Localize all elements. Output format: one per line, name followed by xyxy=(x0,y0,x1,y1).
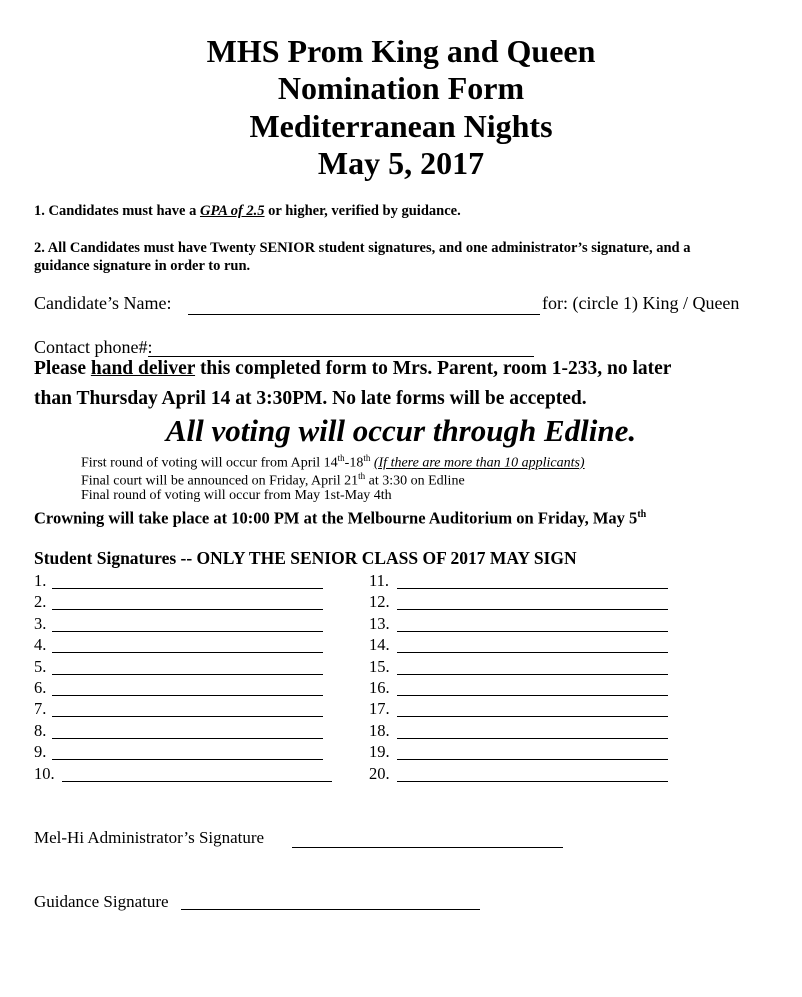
signature-number: 6. xyxy=(34,678,47,697)
hand-deliver-text: hand deliver xyxy=(90,358,196,379)
signature-number: 2. xyxy=(34,592,47,612)
contact-phone-field[interactable] xyxy=(148,339,534,357)
signature-line[interactable] xyxy=(397,738,668,739)
signature-row-right xyxy=(369,742,729,762)
candidate-name-label: Candidate’s Name: xyxy=(34,293,172,313)
guidance-signature-label: Guidance Signature xyxy=(34,892,169,911)
signature-line[interactable] xyxy=(397,631,668,632)
rule-1 xyxy=(34,202,461,220)
signature-line[interactable] xyxy=(397,781,668,782)
signature-line[interactable] xyxy=(397,716,668,717)
signature-line[interactable] xyxy=(52,652,323,653)
signature-line[interactable] xyxy=(52,716,323,717)
signature-number: 10. xyxy=(34,763,55,783)
signature-number: 7. xyxy=(34,699,47,719)
final-round-info: Final round of voting will occur from May 1st-May 4th xyxy=(81,488,392,503)
signature-number: 11. xyxy=(369,571,390,590)
signature-row-right xyxy=(369,678,729,698)
signature-row-right xyxy=(369,721,729,741)
delivery-please: Please xyxy=(34,358,91,379)
voting-headline: All voting will occur through Edline. xyxy=(165,413,637,448)
form-title-line-1: MHS Prom King and Queen xyxy=(206,33,596,69)
signature-line[interactable] xyxy=(397,588,668,589)
delivery-instructions-line-2: than Thursday April 14 at 3:30PM. No late forms will be accepted. xyxy=(34,388,587,409)
admin-signature-label: Mel-Hi Administrator’s Signature xyxy=(34,828,265,847)
guidance-signature-line[interactable] xyxy=(181,893,480,910)
signature-line[interactable] xyxy=(52,588,323,589)
signature-row-left xyxy=(34,614,394,634)
signature-row-right xyxy=(369,635,729,655)
crowning-info xyxy=(34,505,646,529)
delivery-instructions-line-1 xyxy=(34,358,671,380)
signature-line[interactable] xyxy=(397,652,668,653)
rule-2-line-2: guidance signature in order to run. xyxy=(34,258,251,274)
signature-row-right xyxy=(369,657,729,677)
signature-number: 8. xyxy=(34,720,47,740)
rule-1-prefix: 1. Candidates must have a xyxy=(34,203,200,219)
signature-row-left xyxy=(34,657,394,677)
crowning-sup: th xyxy=(637,509,647,520)
signature-number: 14. xyxy=(369,635,390,655)
final-court-text: Final court will be announced on Friday, April 21 xyxy=(81,473,359,489)
signature-row-left xyxy=(34,635,394,655)
signature-row-right xyxy=(369,764,729,784)
form-title-line-2: Nomination Form xyxy=(277,70,525,106)
rule-1-suffix: or higher, verified by guidance. xyxy=(264,203,461,219)
signature-number: 5. xyxy=(34,656,47,676)
signature-number: 9. xyxy=(34,742,47,762)
crowning-text: Crowning will take place at 10:00 PM at the Melbourne Auditorium on Friday, May 5 xyxy=(34,508,638,528)
signature-line[interactable] xyxy=(52,609,323,610)
candidate-name-field[interactable] xyxy=(188,296,540,315)
signature-number: 18. xyxy=(369,720,390,740)
student-signatures-heading: Student Signatures -- ONLY THE SENIOR CLASS OF 2017 MAY SIGN xyxy=(34,548,577,568)
signature-row-left xyxy=(34,571,394,591)
signature-number: 16. xyxy=(369,678,390,697)
final-court-text-b: at 3:30 on Edline xyxy=(365,473,465,489)
first-round-sup-2: th xyxy=(363,453,371,463)
first-round-text-b: -18 xyxy=(344,455,364,471)
signature-number: 19. xyxy=(369,742,390,762)
signature-row-left xyxy=(34,764,394,784)
signature-line[interactable] xyxy=(397,759,668,760)
signature-row-left xyxy=(34,678,394,698)
signature-row-right xyxy=(369,699,729,719)
signature-line[interactable] xyxy=(52,674,323,675)
king-queen-choice[interactable]: for: (circle 1) King / Queen xyxy=(542,293,740,313)
theme-title: Mediterranean Nights xyxy=(249,108,553,144)
signature-number: 3. xyxy=(34,613,47,633)
signature-line[interactable] xyxy=(52,695,323,696)
admin-signature-line[interactable] xyxy=(292,831,563,848)
contact-phone-label: Contact phone#: xyxy=(34,337,153,357)
final-court-sup: th xyxy=(358,471,366,481)
signature-number: 4. xyxy=(34,635,47,655)
signature-row-left xyxy=(34,721,394,741)
signature-line[interactable] xyxy=(397,674,668,675)
signature-row-left xyxy=(34,592,394,612)
signature-row-left xyxy=(34,742,394,762)
signature-number: 12. xyxy=(369,592,390,612)
signature-number: 13. xyxy=(369,613,390,633)
rule-1-gpa: GPA of 2.5 xyxy=(199,203,265,219)
signature-line[interactable] xyxy=(52,631,323,632)
signature-number: 20. xyxy=(369,763,390,783)
signature-row-right xyxy=(369,592,729,612)
rule-2-line-1: 2. All Candidates must have Twenty SENIOR student signatures, and one administrator’s signature, and a xyxy=(34,240,691,256)
first-round-note: (If there are more than 10 applicants) xyxy=(373,455,585,471)
signature-row-right xyxy=(369,571,729,591)
signature-row-left xyxy=(34,699,394,719)
signature-line[interactable] xyxy=(52,759,323,760)
signature-line[interactable] xyxy=(62,781,332,782)
signature-row-right xyxy=(369,614,729,634)
signature-line[interactable] xyxy=(397,695,668,696)
signature-number: 15. xyxy=(369,656,390,676)
event-date: May 5, 2017 xyxy=(317,145,485,181)
signature-line[interactable] xyxy=(52,738,323,739)
first-round-sup-1: th xyxy=(337,453,345,463)
delivery-rest: this completed form to Mrs. Parent, room 1-233, no later xyxy=(195,358,672,379)
signature-number: 17. xyxy=(369,699,390,719)
signature-number: 1. xyxy=(34,571,47,590)
first-round-text: First round of voting will occur from April 14 xyxy=(81,455,338,471)
signature-line[interactable] xyxy=(397,609,668,610)
